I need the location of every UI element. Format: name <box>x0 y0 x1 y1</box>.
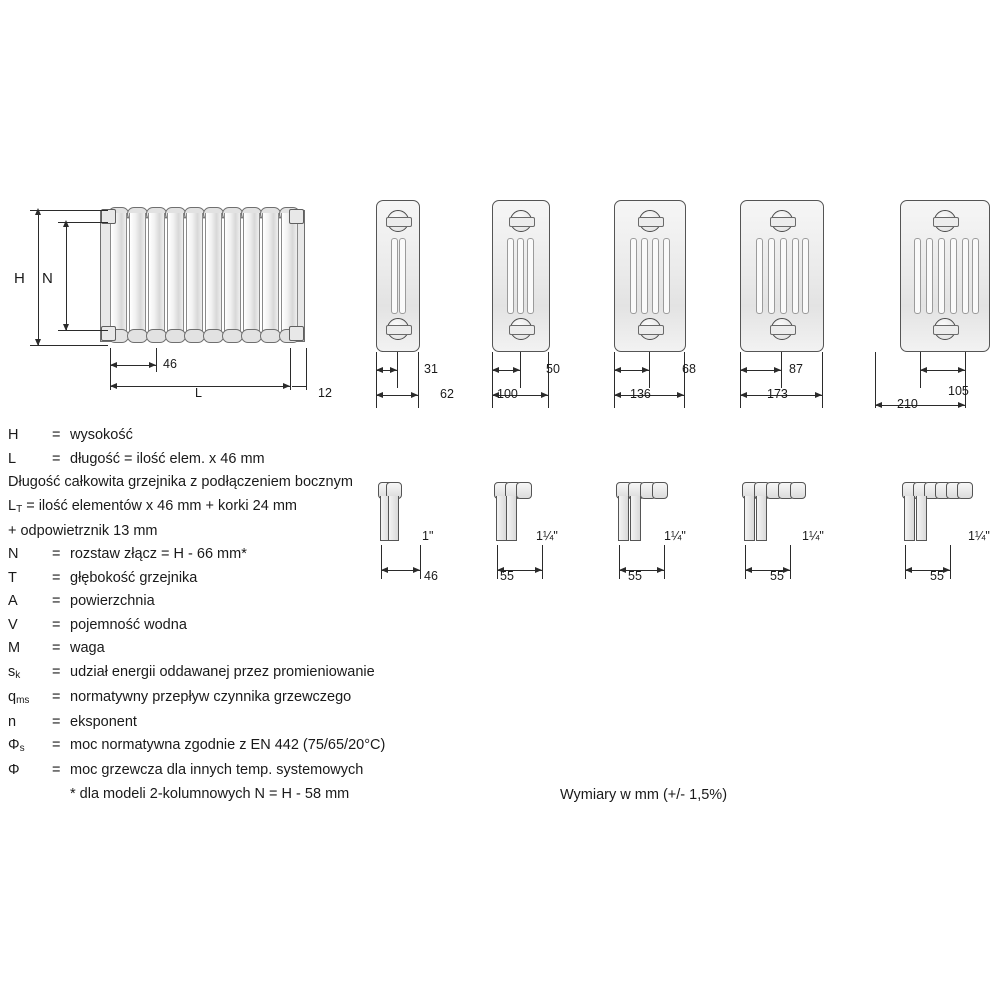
section-top-port <box>639 210 661 232</box>
legend-symbol: n <box>8 713 17 730</box>
legend-symbol: Φ <box>8 762 20 778</box>
spacing-label: 55 <box>770 569 784 583</box>
spacing-label: 55 <box>500 569 514 583</box>
tick <box>548 352 549 408</box>
section-slot <box>517 238 524 314</box>
legend-row <box>8 665 478 681</box>
legend-equals: = <box>52 616 61 633</box>
section-slot <box>802 238 809 314</box>
bottom-left-connector-nut <box>101 326 116 341</box>
section-top-port <box>510 210 532 232</box>
legend-equals: = <box>52 546 61 562</box>
section-slot <box>391 238 398 314</box>
radiator-column <box>184 205 203 345</box>
legend-note-lt <box>8 499 478 515</box>
arrow <box>619 567 626 573</box>
arrow <box>875 402 882 408</box>
legend-text: moc grzewcza dla innych temp. systemowych <box>70 762 364 778</box>
arrow <box>677 392 684 398</box>
legend-equals: = <box>52 688 61 705</box>
arrow <box>958 367 965 373</box>
tick <box>520 352 521 388</box>
connection-stem <box>756 496 767 541</box>
dim-L-arrow-left <box>110 383 117 389</box>
section-top-port <box>771 210 793 232</box>
legend-equals: = <box>52 450 61 467</box>
side-elevation-radiator <box>100 205 305 345</box>
tick <box>950 545 951 579</box>
tick <box>614 352 615 408</box>
connection-stem <box>916 496 927 541</box>
thread-label: 1¼" <box>968 529 990 543</box>
tick <box>619 545 620 579</box>
arrow <box>905 567 912 573</box>
legend-text: pojemność wodna <box>70 616 187 633</box>
tick <box>781 352 782 388</box>
legend-footnote: * dla modeli 2-kolumnowych N = H - 58 mm <box>70 785 350 802</box>
arrow <box>740 367 747 373</box>
lt-subscript: T <box>16 503 23 515</box>
section-slot <box>914 238 921 314</box>
arrow <box>774 367 781 373</box>
section-slot <box>962 238 969 314</box>
section-slot <box>527 238 534 314</box>
dimension-tolerance-note: Wymiary w mm (+/- 1,5%) <box>560 787 728 803</box>
tick <box>649 352 650 388</box>
tick <box>745 545 746 579</box>
legend-equals: = <box>52 640 61 656</box>
legend-text: długość = ilość elem. x 46 mm <box>70 450 265 467</box>
connection-stem <box>904 496 915 541</box>
section-slot <box>507 238 514 314</box>
dim-depth-full: 173 <box>767 387 788 401</box>
dim-46-arrow-right <box>149 362 156 368</box>
legend-equals: = <box>52 713 61 730</box>
legend-symbol: L <box>8 450 17 467</box>
arrow <box>376 367 383 373</box>
tick <box>497 545 498 579</box>
arrow <box>411 392 418 398</box>
legend-row <box>8 715 478 730</box>
legend-symbol: N <box>8 546 19 562</box>
legend-block <box>8 428 478 801</box>
label-H: H <box>14 270 25 287</box>
legend-row <box>8 690 478 706</box>
legend-text: normatywny przepływ czynnika grzewczego <box>70 688 352 705</box>
h-dimension-line <box>38 210 39 345</box>
spacing-label: 46 <box>424 569 438 583</box>
dim-depth-half: 31 <box>424 362 438 376</box>
legend-equals: = <box>52 593 61 609</box>
section-slot <box>399 238 406 314</box>
radiator-column <box>165 205 184 345</box>
spacing-label: 55 <box>628 569 642 583</box>
connection-ball <box>516 482 532 499</box>
connection-stem <box>506 496 517 541</box>
dim-depth-half: 87 <box>789 362 803 376</box>
dim-depth-full: 136 <box>630 387 651 401</box>
bottom-right-connector-nut <box>289 326 304 341</box>
connection-ball <box>957 482 973 499</box>
connection-stem <box>618 496 629 541</box>
arrow <box>390 367 397 373</box>
radiator-column <box>241 205 260 345</box>
section-slot <box>663 238 670 314</box>
section-slot <box>950 238 957 314</box>
tick <box>376 352 377 408</box>
h-extension-top <box>30 210 108 211</box>
lt-text: = ilość elementów x 46 mm + korki 24 mm <box>22 497 297 514</box>
arrow <box>642 367 649 373</box>
arrow <box>745 567 752 573</box>
tick <box>875 352 876 408</box>
n-dimension-line <box>66 222 67 330</box>
radiator-column <box>146 205 165 345</box>
section-top-port <box>934 210 956 232</box>
legend-equals: = <box>52 762 61 778</box>
radiator-column <box>203 205 222 345</box>
section-slot <box>641 238 648 314</box>
legend-row <box>8 547 478 562</box>
tick <box>418 352 419 408</box>
legend-symbol: A <box>8 593 18 609</box>
spacing-label: 55 <box>930 569 944 583</box>
arrow <box>492 367 499 373</box>
legend-text: waga <box>70 640 105 656</box>
column-group <box>108 205 298 345</box>
legend-symbol: $s_k$ <box>8 663 21 681</box>
tick-46-right <box>156 348 157 372</box>
dim-46-arrow-left <box>110 362 117 368</box>
section-bottom-port <box>510 318 532 340</box>
arrow <box>614 392 621 398</box>
radiator-column <box>222 205 241 345</box>
h-extension-bottom <box>30 345 108 346</box>
section-bottom-port <box>771 318 793 340</box>
radiator-column <box>279 205 298 345</box>
tick <box>664 545 665 579</box>
arrow <box>657 567 664 573</box>
label-N: N <box>42 270 53 287</box>
legend-text: eksponent <box>70 713 137 730</box>
tick <box>740 352 741 408</box>
dim-depth-half: 105 <box>948 384 969 398</box>
dim-depth-half: 50 <box>546 362 560 376</box>
legend-text: udział energii oddawanej przez promieniowanie <box>70 663 375 680</box>
connection-ball <box>652 482 668 499</box>
tick-L-right <box>290 348 291 390</box>
tick <box>965 352 966 408</box>
section-bottom-port <box>934 318 956 340</box>
legend-text: wysokość <box>70 427 133 443</box>
legend-note-total-length: Długość całkowita grzejnika z podłączeniem bocznym <box>8 474 353 490</box>
arrow <box>614 367 621 373</box>
legend-row <box>8 452 478 467</box>
tick <box>492 352 493 408</box>
dim-L-label: L <box>195 386 202 400</box>
legend-equals: = <box>52 737 61 753</box>
legend-symbol: $q_{ms}$ <box>8 688 30 706</box>
tick <box>684 352 685 408</box>
arrow <box>541 392 548 398</box>
section-slot <box>630 238 637 314</box>
tick <box>822 352 823 408</box>
legend-note-vent: + odpowietrznik 13 mm <box>8 522 158 539</box>
dim-depth-full: 62 <box>440 387 454 401</box>
arrow <box>943 567 950 573</box>
dim-depth-full: 100 <box>497 387 518 401</box>
arrow <box>535 567 542 573</box>
legend-row <box>8 618 478 633</box>
legend-text: powierzchnia <box>70 593 155 609</box>
legend-symbol: T <box>8 569 17 586</box>
section-slot <box>972 238 979 314</box>
tick <box>397 352 398 388</box>
legend-row <box>8 763 478 778</box>
dim-46-label: 46 <box>163 357 177 371</box>
dim-depth-half: 68 <box>682 362 696 376</box>
arrow <box>783 567 790 573</box>
arrow <box>815 392 822 398</box>
legend-row <box>8 641 478 656</box>
legend-row <box>8 428 478 443</box>
section-slot <box>926 238 933 314</box>
section-bottom-port <box>387 318 409 340</box>
arrow <box>376 392 383 398</box>
legend-symbol: M <box>8 640 21 656</box>
legend-equals: = <box>52 427 61 443</box>
legend-text: moc normatywna zgodnie z EN 442 (75/65/20°C) <box>70 737 386 753</box>
arrow <box>740 392 747 398</box>
thread-label: 1¼" <box>802 529 824 543</box>
thread-label: 1" <box>422 529 434 543</box>
connection-ball <box>790 482 806 499</box>
section-slot <box>652 238 659 314</box>
arrow <box>513 367 520 373</box>
section-slot <box>756 238 763 314</box>
lt-symbol: L <box>8 497 17 514</box>
radiator-column <box>260 205 279 345</box>
radiator-column <box>108 205 127 345</box>
connection-stem <box>630 496 641 541</box>
tick <box>905 545 906 579</box>
section-top-port <box>387 210 409 232</box>
tick <box>542 545 543 579</box>
legend-text: głębokość grzejnika <box>70 569 198 586</box>
dim-depth-full: 210 <box>897 397 918 411</box>
legend-symbol: $\Phi_s$ <box>8 737 25 754</box>
section-slot <box>780 238 787 314</box>
thread-label: 1¼" <box>664 529 686 543</box>
legend-symbol: H <box>8 427 19 443</box>
connection-stem <box>744 496 755 541</box>
legend-row <box>8 594 478 609</box>
section-slot <box>938 238 945 314</box>
tick-12-right <box>306 348 307 390</box>
dim-12-label: 12 <box>318 386 332 400</box>
section-slot <box>768 238 775 314</box>
legend-symbol: V <box>8 616 18 633</box>
legend-text: rozstaw złącz = H - 66 mm* <box>70 546 247 562</box>
legend-row <box>8 571 478 586</box>
section-bottom-port <box>639 318 661 340</box>
n-extension-bottom <box>58 330 108 331</box>
dim-line-full <box>875 405 965 406</box>
tick <box>790 545 791 579</box>
legend-equals: = <box>52 569 61 586</box>
legend-equals: = <box>52 663 61 680</box>
radiator-column <box>127 205 146 345</box>
top-right-connector-nut <box>289 209 304 224</box>
dim-L-arrow-right <box>283 383 290 389</box>
legend-row <box>8 738 478 754</box>
thread-label: 1¼" <box>536 529 558 543</box>
n-extension-top <box>58 222 108 223</box>
dim-line-12 <box>292 386 306 387</box>
arrow <box>920 367 927 373</box>
section-slot <box>792 238 799 314</box>
arrow <box>958 402 965 408</box>
